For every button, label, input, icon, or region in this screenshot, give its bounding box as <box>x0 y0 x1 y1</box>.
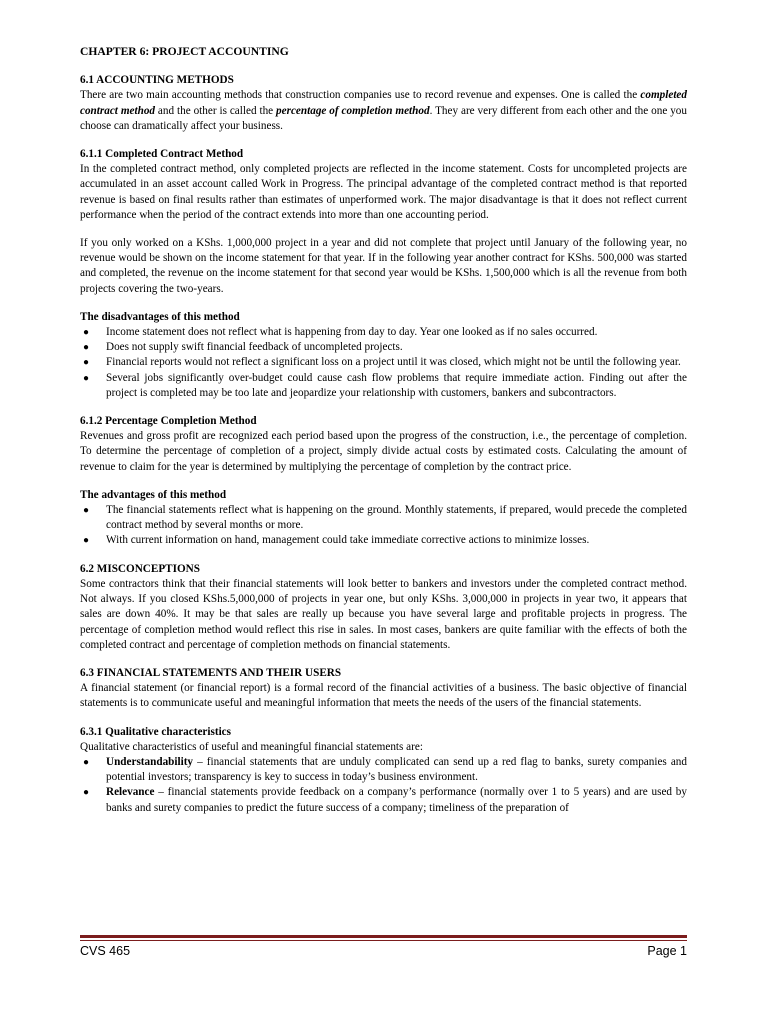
emphasis-completed-contract: completed contract method <box>80 89 687 117</box>
section-heading-6-1: 6.1 ACCOUNTING METHODS <box>80 74 234 87</box>
paragraph-accounting-methods <box>80 88 687 134</box>
course-code: CVS 465 <box>80 944 131 958</box>
footer-divider <box>80 935 687 941</box>
bullet-icon: ● <box>83 756 90 768</box>
list-item-text: – financial statements provide feedback on a company’s performance (normally over 1 to 5 years) and are used by banks and surety companies to predict the future success of a company; timeliness of the preparation of <box>106 786 687 814</box>
list-item <box>80 533 687 548</box>
list-item-text: Several jobs significantly over-budget could cause cash flow problems that require immediate action. Finding out after the project is completed may be too late and jeopardize your relationship with customers, bankers and subcontractors. <box>106 371 687 399</box>
section-heading-6-1-1: 6.1.1 Completed Contract Method <box>80 148 244 161</box>
paragraph-misconceptions: Some contractors think that their financial statements will look better to bankers and investors under the completed contract method. Not always. If you closed KShs.5,000,000 of projects in year one, but only KShs. 3,000,000 in projects in year two, it appears that sales are down 40%. It may be that sales are really up because you have several large and profitable projects in progress. The percentage of completion method would reflect this rise in sales. In most cases, bankers are quite familiar with the effects of both the completed contract and percentage of completion methods on financial statements. <box>80 577 687 651</box>
advantages-heading: The advantages of this method <box>80 488 227 501</box>
page-number: Page 1 <box>647 944 687 958</box>
bullet-icon: ● <box>83 342 90 354</box>
list-item <box>80 755 687 785</box>
disadvantages-heading: The disadvantages of this method <box>80 310 240 323</box>
bullet-icon: ● <box>83 505 90 517</box>
chapter-title: CHAPTER 6: PROJECT ACCOUNTING <box>80 45 289 58</box>
list-item-text: Income statement does not reflect what is happening from day to day. Year one looked as if no sales occurred. <box>106 326 598 339</box>
list-item-text: The financial statements reflect what is happening on the ground. Monthly statements, if prepared, would precede the completed contract method by several months or more. <box>106 504 687 532</box>
paragraph-qualitative-intro: Qualitative characteristics of useful and meaningful financial statements are: <box>80 740 423 753</box>
list-item-text: With current information on hand, management could take immediate corrective actions to minimize losses. <box>106 534 590 547</box>
paragraph-percentage-completion: Revenues and gross profit are recognized each period based upon the progress of the construction, i.e., the percentage of completion. To determine the percentage of completion of a project, simply divide actual costs by estimated costs. Calculating the amount of revenue to claim for the year is determined by multiplying the percentage of completion by the contract price. <box>80 430 687 473</box>
footer-rule-thick <box>80 935 687 938</box>
list-item <box>80 371 687 401</box>
paragraph-completed-contract: In the completed contract method, only completed projects are reflected in the income statement. Costs for uncompleted projects are accumulated in an asset account called Work in Progress. The principal advantage of the completed contract method is that reported revenue is based on final results rather than estimates of unperformed work. The major disadvantage is that it does not reflect current performance when the period of the contract extends into more than one accounting period. <box>80 163 687 221</box>
list-item-text: Does not supply swift financial feedback of uncompleted projects. <box>106 341 403 354</box>
bullet-icon: ● <box>83 787 90 799</box>
qualitative-list <box>80 755 687 816</box>
section-heading-6-3: 6.3 FINANCIAL STATEMENTS AND THEIR USERS <box>80 666 342 679</box>
emphasis-percentage-completion: percentage of completion method <box>276 104 430 117</box>
list-item <box>80 340 687 355</box>
section-heading-6-2: 6.2 MISCONCEPTIONS <box>80 562 200 575</box>
list-item <box>80 503 687 533</box>
term-relevance: Relevance <box>106 786 155 799</box>
disadvantages-list <box>80 325 687 401</box>
list-item <box>80 355 687 370</box>
advantages-list <box>80 503 687 549</box>
footer-rule-thin <box>80 940 687 941</box>
text-run: . They are very different from each other and the one you choose can dramatically affect your business. <box>80 104 687 132</box>
section-heading-6-1-2: 6.1.2 Percentage Completion Method <box>80 415 257 428</box>
text-run: There are two main accounting methods that construction companies use to record revenue and expenses. One is called the <box>80 89 641 102</box>
bullet-icon: ● <box>83 372 90 384</box>
bullet-icon: ● <box>83 357 90 369</box>
paragraph-financial-statements: A financial statement (or financial report) is a formal record of the financial activities of a business. The basic objective of financial statements is to communicate useful and meaningful information that meets the needs of the users of the financial statements. <box>80 682 687 710</box>
bullet-icon: ● <box>83 327 90 339</box>
list-item <box>80 325 687 340</box>
text-run: and the other is called the <box>155 104 277 117</box>
list-item-text: – financial statements that are unduly complicated can send up a red flag to banks, surety companies and potential investors; transparency is key to success in today’s business environment. <box>106 755 687 784</box>
list-item-text: Financial reports would not reflect a significant loss on a project until it was closed, which might not be until the following year. <box>106 356 681 369</box>
list-item <box>80 785 687 815</box>
bullet-icon: ● <box>83 535 90 547</box>
page-content <box>80 44 687 816</box>
term-understandability: Understandability <box>106 755 194 768</box>
section-heading-6-3-1: 6.3.1 Qualitative characteristics <box>80 725 231 738</box>
paragraph-kshs-example: If you only worked on a KShs. 1,000,000 project in a year and did not complete that project until January of the following year, no revenue would be shown on the income statement for that year. If in the following year another contract for KShs. 500,000 was started and completed, the revenue on the income statement for that second year would be KShs. 1,500,000 which is all the revenue from both projects covering the two-years. <box>80 237 687 295</box>
